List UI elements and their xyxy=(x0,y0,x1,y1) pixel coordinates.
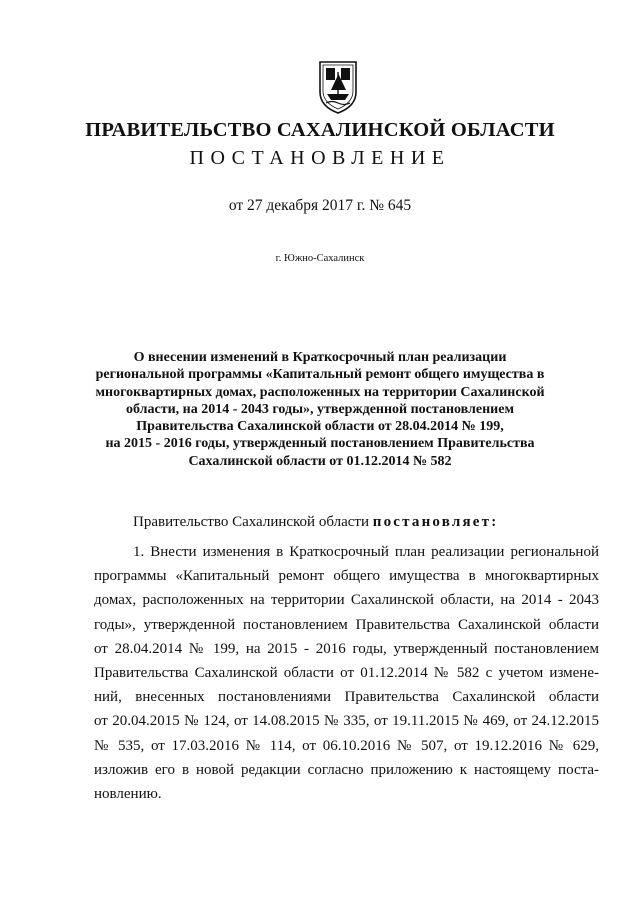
heading-line: на 2015 - 2016 годы, утвержденный постановлением Правительства xyxy=(105,436,535,452)
intro-text: Правительство Сахалинской области xyxy=(133,514,373,530)
document-type: ПОСТАНОВЛЕНИЕ xyxy=(189,147,451,169)
document-heading xyxy=(0,349,640,470)
heading-line: многоквартирных домах, расположенных на территории Сахалинской xyxy=(95,384,545,400)
paragraph-line: от 20.04.2015 № 124, от 14.08.2015 № 335, от 19.11.2015 № 469, от 24.12.2015 xyxy=(94,713,599,730)
heading-line: региональной программы «Капитальный ремонт общего имущества в xyxy=(95,367,545,383)
resolution-paragraph xyxy=(94,540,599,806)
heading-line: Правительства Сахалинской области от 28.04.2014 № 199, xyxy=(136,419,504,435)
heading-line: О внесении изменений в Краткосрочный план реализации xyxy=(133,350,507,365)
heading-line: Сахалинской области от 01.12.2014 № 582 xyxy=(188,453,452,469)
paragraph-line: программы «Капитальный ремонт общего имущества в многоквартирных xyxy=(94,568,599,585)
intro-emphasis: постановляет: xyxy=(372,514,499,530)
coat-of-arms-icon xyxy=(318,60,358,114)
heading-line: области, на 2014 - 2043 годы», утвержденной постановлением xyxy=(126,401,514,417)
paragraph-line: годы», утвержденной постановлением Правительства Сахалинской области xyxy=(94,616,599,633)
paragraph-line: изложив его в новой редакции согласно приложению к настоящему поста- xyxy=(94,761,599,778)
paragraph-line: новлению. xyxy=(94,785,162,802)
paragraph-line: 1. Внести изменения в Краткосрочный план реализации региональной xyxy=(133,544,599,560)
paragraph-line: Правительства Сахалинской области от 01.12.2014 № 582 с учетом измене- xyxy=(94,664,599,681)
paragraph-line: № 535, от 17.03.2016 № 114, от 06.10.2016 № 507, от 19.12.2016 № 629, xyxy=(94,737,599,754)
paragraph-line: ний, внесенных постановлениями Правительства Сахалинской области xyxy=(94,689,599,706)
paragraph-line: домах, расположенных на территории Сахалинской области, на 2014 - 2043 xyxy=(94,592,599,609)
resolution-intro xyxy=(133,514,498,531)
document-date-number: от 27 декабря 2017 г. № 645 xyxy=(228,197,412,214)
document-city: г. Южно-Сахалинск xyxy=(275,253,365,264)
paragraph-line: от 28.04.2014 № 199, на 2015 - 2016 годы, утвержденный постановлением xyxy=(94,640,599,657)
government-title: ПРАВИТЕЛЬСТВО САХАЛИНСКОЙ ОБЛАСТИ xyxy=(85,119,555,141)
